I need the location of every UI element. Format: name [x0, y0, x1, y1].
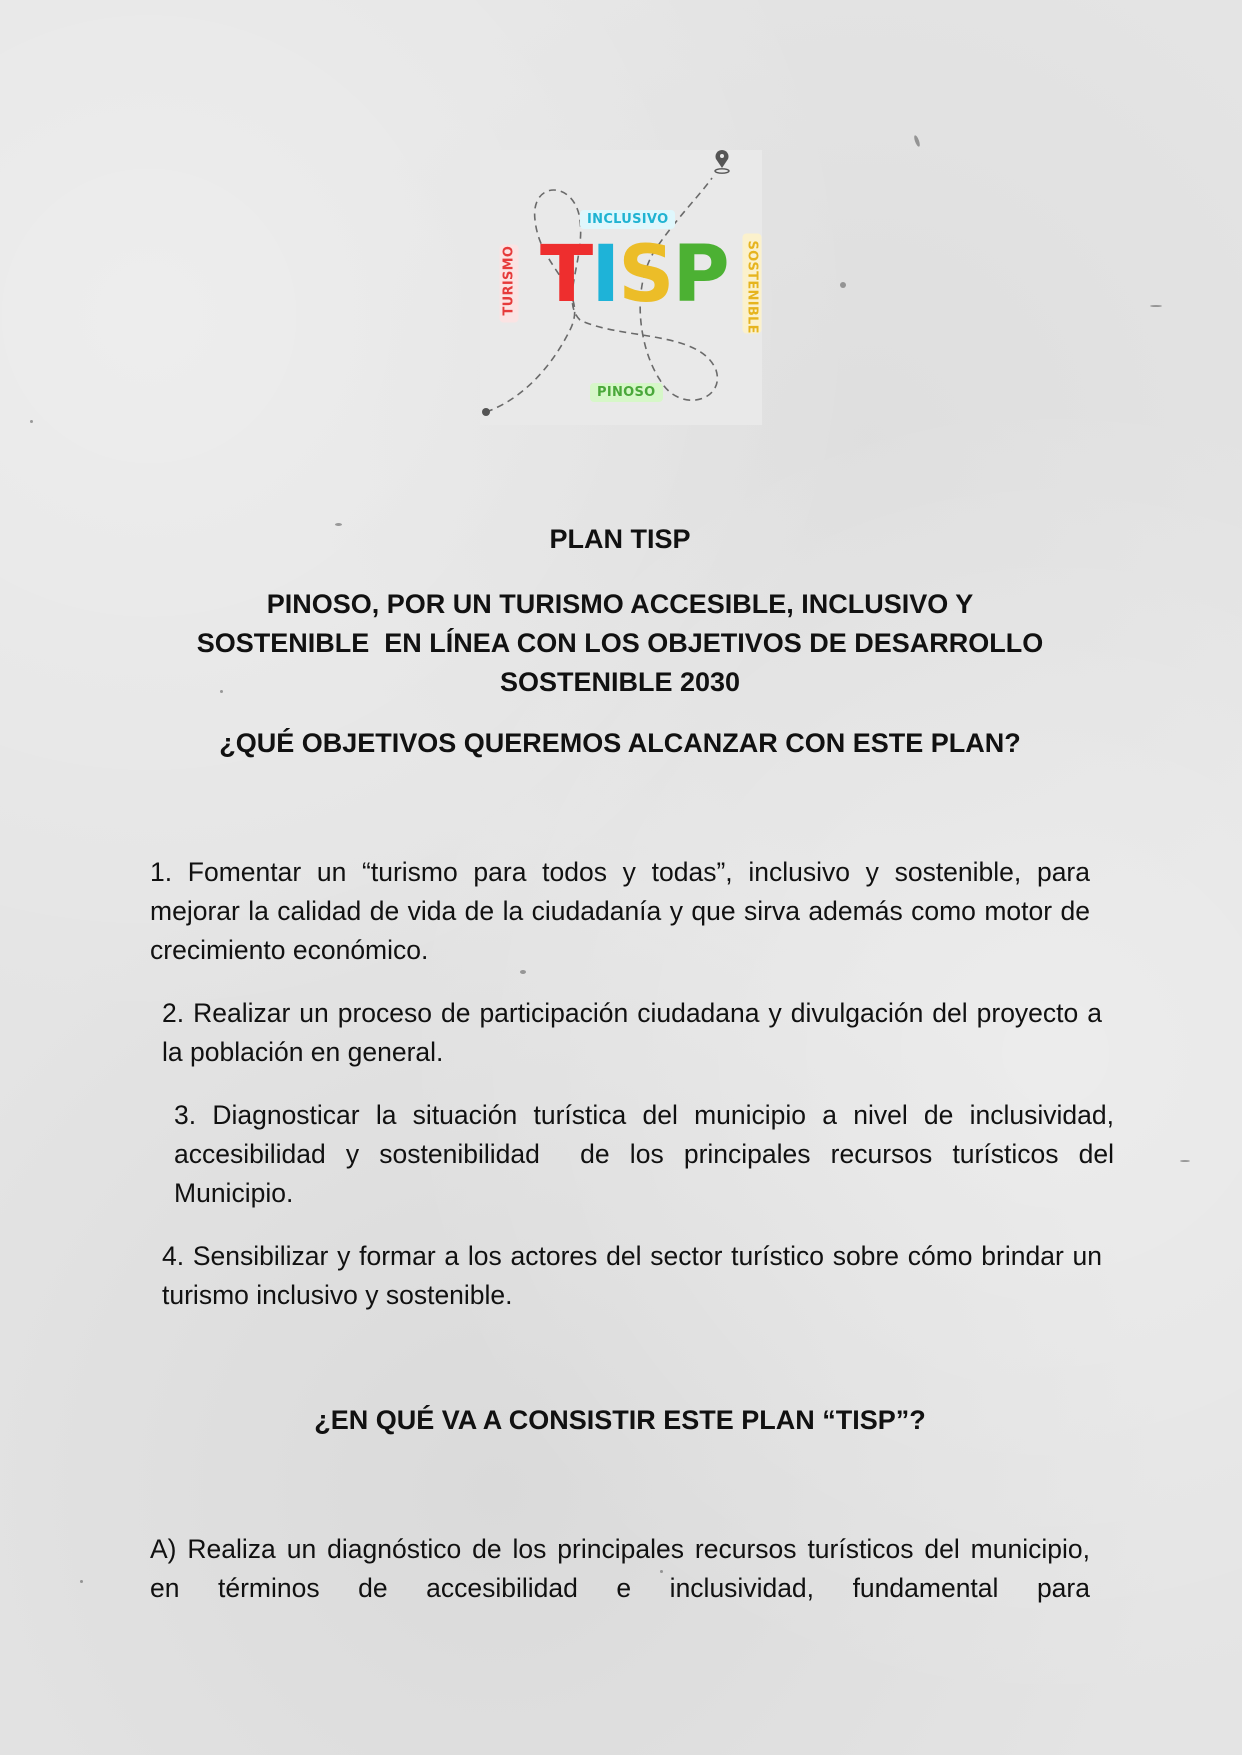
objective-item: 3. Diagnosticar la situación turística del municipio a nivel de inclusividad, accesibilidad y sostenibilidad de los principales recursos turísticos del Municipio.: [174, 1100, 1122, 1208]
paper-speck: [840, 282, 846, 288]
logo-tag-turismo: TURISMO: [500, 245, 519, 323]
plan-heading: ¿EN QUÉ VA A CONSISTIR ESTE PLAN “TISP”?: [314, 1405, 926, 1435]
paper-speck: [1180, 1160, 1190, 1162]
main-title-line: PINOSO, POR UN TURISMO ACCESIBLE, INCLUSIVO Y: [266, 589, 974, 619]
paper-speck: [913, 135, 921, 148]
logo-letter-s: S: [618, 230, 673, 320]
logo-letter-i: I: [591, 230, 619, 320]
paper-speck: [80, 1580, 83, 1583]
objective-item: 2. Realizar un proceso de participación ciudadana y divulgación del proyecto a la población en general.: [162, 998, 1102, 1067]
start-dot-icon: [482, 408, 490, 416]
logo-tag-sostenible: SOSTENIBLE: [743, 234, 762, 334]
objective-item: 1. Fomentar un “turismo para todos y todas”, inclusivo y sostenible, para mejorar la calidad de vida de la ciudadanía y que sirva además como motor de crecimiento económico.: [150, 857, 1090, 965]
paper-speck: [520, 970, 526, 974]
objectives-heading: ¿QUÉ OBJETIVOS QUEREMOS ALCANZAR CON ESTE PLAN?: [219, 728, 1021, 758]
plan-item: A) Realiza un diagnóstico de los principales recursos turísticos del municipio, en términos de accesibilidad e inclusividad, fundamental para: [150, 1534, 1090, 1603]
main-title-line: SOSTENIBLE 2030: [499, 667, 741, 697]
tisp-logo: [480, 150, 762, 425]
paper-speck: [30, 420, 33, 423]
logo-letter-t: T: [540, 230, 592, 320]
plan-title: PLAN TISP: [549, 524, 691, 554]
logo-tag-inclusivo: INCLUSIVO: [580, 210, 675, 229]
location-pin-icon: [715, 150, 729, 173]
main-title: [150, 585, 1090, 702]
logo-letter-p: P: [672, 230, 728, 320]
logo-tag-pinoso: PINOSO: [590, 383, 663, 402]
logo-wordmark: [540, 230, 728, 320]
paper-speck: [1150, 305, 1162, 307]
main-title-line: SOSTENIBLE EN LÍNEA CON LOS OBJETIVOS DE DESARROLLO: [196, 628, 1044, 658]
objective-item: 4. Sensibilizar y formar a los actores del sector turístico sobre cómo brindar un turismo inclusivo y sostenible.: [162, 1241, 1117, 1310]
